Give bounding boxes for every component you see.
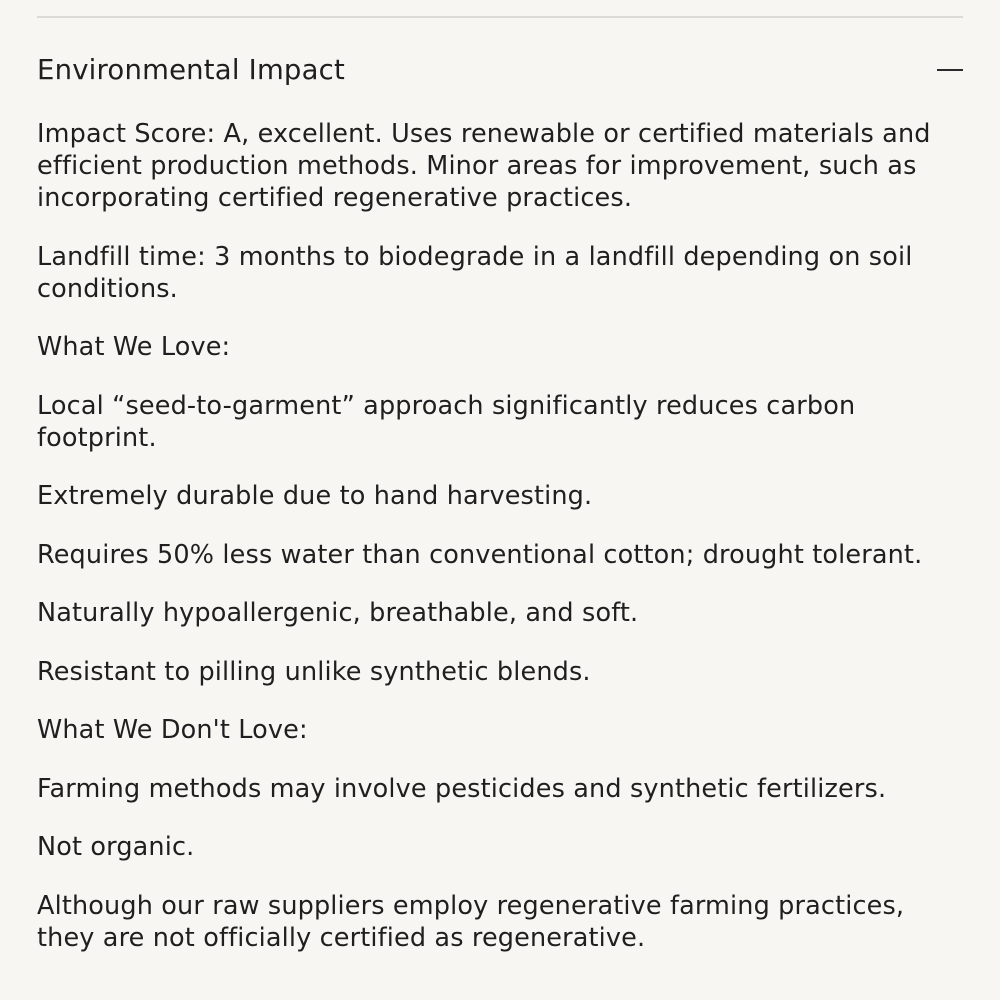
dont-love-item: Although our raw suppliers employ regenerative farming practices, they are not officially certified as regenerative. [37,890,905,953]
love-item: Requires 50% less water than conventional cotton; drought tolerant. [37,539,923,570]
impact-score-text: Impact Score: A, excellent. Uses renewable or certified materials and efficient production methods. Minor areas for improvement, such as incorporating certified regenerative practices. [37,119,931,213]
accordion-title: Environmental Impact [37,54,345,86]
love-item: Extremely durable due to hand harvesting. [37,481,593,511]
what-we-love-heading: What We Love: [37,332,231,362]
section-divider [37,16,963,18]
dont-love-item: Not organic. [37,832,195,862]
minus-icon[interactable] [937,57,963,83]
accordion-header-environmental-impact[interactable] [37,48,963,92]
landfill-time-text: Landfill time: 3 months to biodegrade in a landfill depending on soil conditions. [37,241,913,304]
what-we-dont-love-heading: What We Don't Love: [37,715,308,745]
love-item: Resistant to pilling unlike synthetic blends. [37,656,591,687]
dont-love-item: Farming methods may involve pesticides and synthetic fertilizers. [37,773,887,804]
love-item: Local “seed-to-garment” approach significantly reduces carbon footprint. [37,390,856,453]
accordion-body [37,118,963,980]
love-item: Naturally hypoallergenic, breathable, and soft. [37,598,639,628]
